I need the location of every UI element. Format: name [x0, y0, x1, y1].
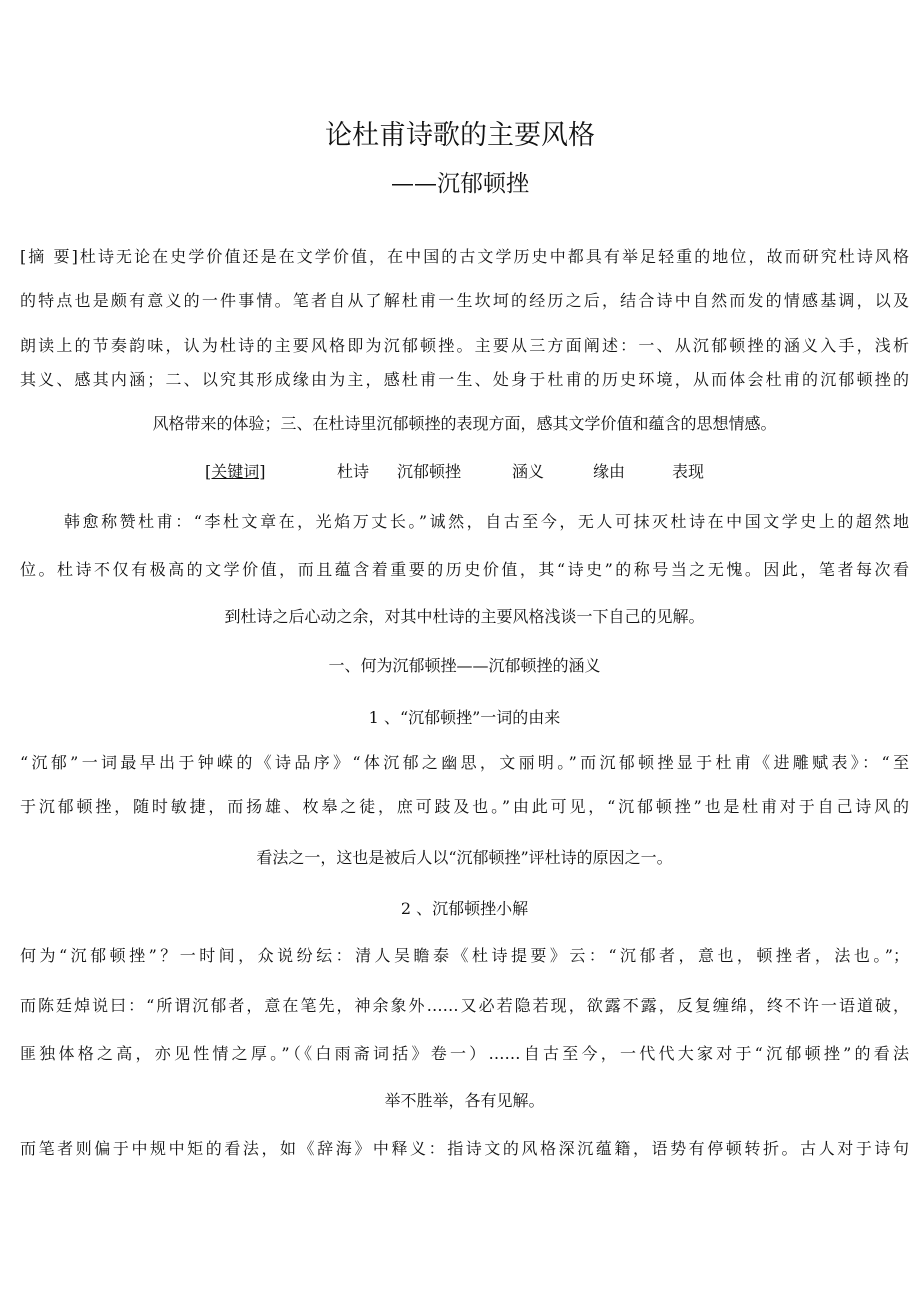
abstract-line: 朗读上的节奏韵味，认为杜诗的主要风格即为沉郁顿挫。主要从三方面阐述：一、从沉郁顿挫的涵义入手，浅析: [20, 336, 909, 355]
page-title: 论杜甫诗歌的主要风格: [325, 120, 595, 151]
body-line: 而陈廷焯说曰：“所谓沉郁者，意在笔先，神余象外……又必若隐若现，欲露不露，反复缠绵，终不许一语道破，: [20, 996, 909, 1015]
intro-line: 到杜诗之后心动之余，对其中杜诗的主要风格浅谈一下自己的见解。: [224, 607, 705, 626]
body-line: 看法之一，这也是被后人以“沉郁顿挫”评杜诗的原因之一。: [256, 848, 673, 867]
body-line: 匪独体格之高，亦见性情之厚。”（《白雨斋词括》卷一）……自古至今，一代代大家对于“沉郁顿挫”的看法: [20, 1044, 909, 1063]
abstract-line: [摘 要]杜诗无论在史学价值还是在文学价值，在中国的古文学历史中都具有举足轻重的地位，故而研究杜诗风格: [20, 247, 909, 266]
keyword: 沉郁顿挫: [397, 462, 462, 481]
abstract-line: 其义、感其内涵；二、以究其形成缘由为主，感杜甫一生、处身于杜甫的历史环境，从而体会杜甫的沉郁顿挫的: [20, 370, 909, 389]
keyword: 涵义: [512, 462, 545, 481]
body-line: 举不胜举，各有见解。: [384, 1091, 545, 1110]
keyword: 表现: [672, 462, 705, 481]
body-line: “沉郁”一词最早出于钟嵘的《诗品序》“体沉郁之幽思，文丽明。”而沉郁顿挫显于杜甫《进雕赋表》：“至: [20, 753, 909, 772]
abstract-line: 风格带来的体验；三、在杜诗里沉郁顿挫的表现方面，感其文学价值和蕴含的思想情感。: [152, 414, 777, 433]
body-line: 于沉郁顿挫，随时敏捷，而扬雄、枚皋之徒，庶可跂及也。”由此可见，“沉郁顿挫”也是杜甫对于自己诗风的: [20, 797, 909, 816]
section-heading: 一、何为沉郁顿挫——沉郁顿挫的涵义: [328, 656, 601, 675]
intro-line: 位。杜诗不仅有极高的文学价值，而且蕴含着重要的历史价值，其“诗史”的称号当之无愧。因此，笔者每次看: [20, 560, 909, 579]
abstract-line: 的特点也是颇有意义的一件事情。笔者自从了解杜甫一生坎坷的经历之后，结合诗中自然而发的情感基调，以及: [20, 291, 909, 310]
keyword: 杜诗: [337, 462, 370, 481]
body-line: 而笔者则偏于中规中矩的看法，如《辞海》中释义：指诗文的风格深沉蕴籍，语势有停顿转折。古人对于诗句: [20, 1139, 909, 1158]
intro-line: 韩愈称赞杜甫：“李杜文章在，光焰万丈长。”诚然，自古至今，无人可抹灭杜诗在中国文学史上的超然地: [64, 512, 909, 531]
page-subtitle: ——沉郁顿挫: [391, 171, 529, 197]
keywords-label: [关键词]: [205, 462, 266, 481]
keyword: 缘由: [593, 462, 626, 481]
body-line: 何为“沉郁顿挫”？一时间，众说纷纭：清人吴瞻泰《杜诗提要》云：“沉郁者，意也，顿挫者，法也。”；: [20, 946, 909, 965]
subsection-heading: 2 、沉郁顿挫小解: [400, 899, 529, 918]
subsection-heading: 1 、“沉郁顿挫”一词的由来: [368, 708, 561, 727]
keywords-row: [0, 460, 920, 484]
